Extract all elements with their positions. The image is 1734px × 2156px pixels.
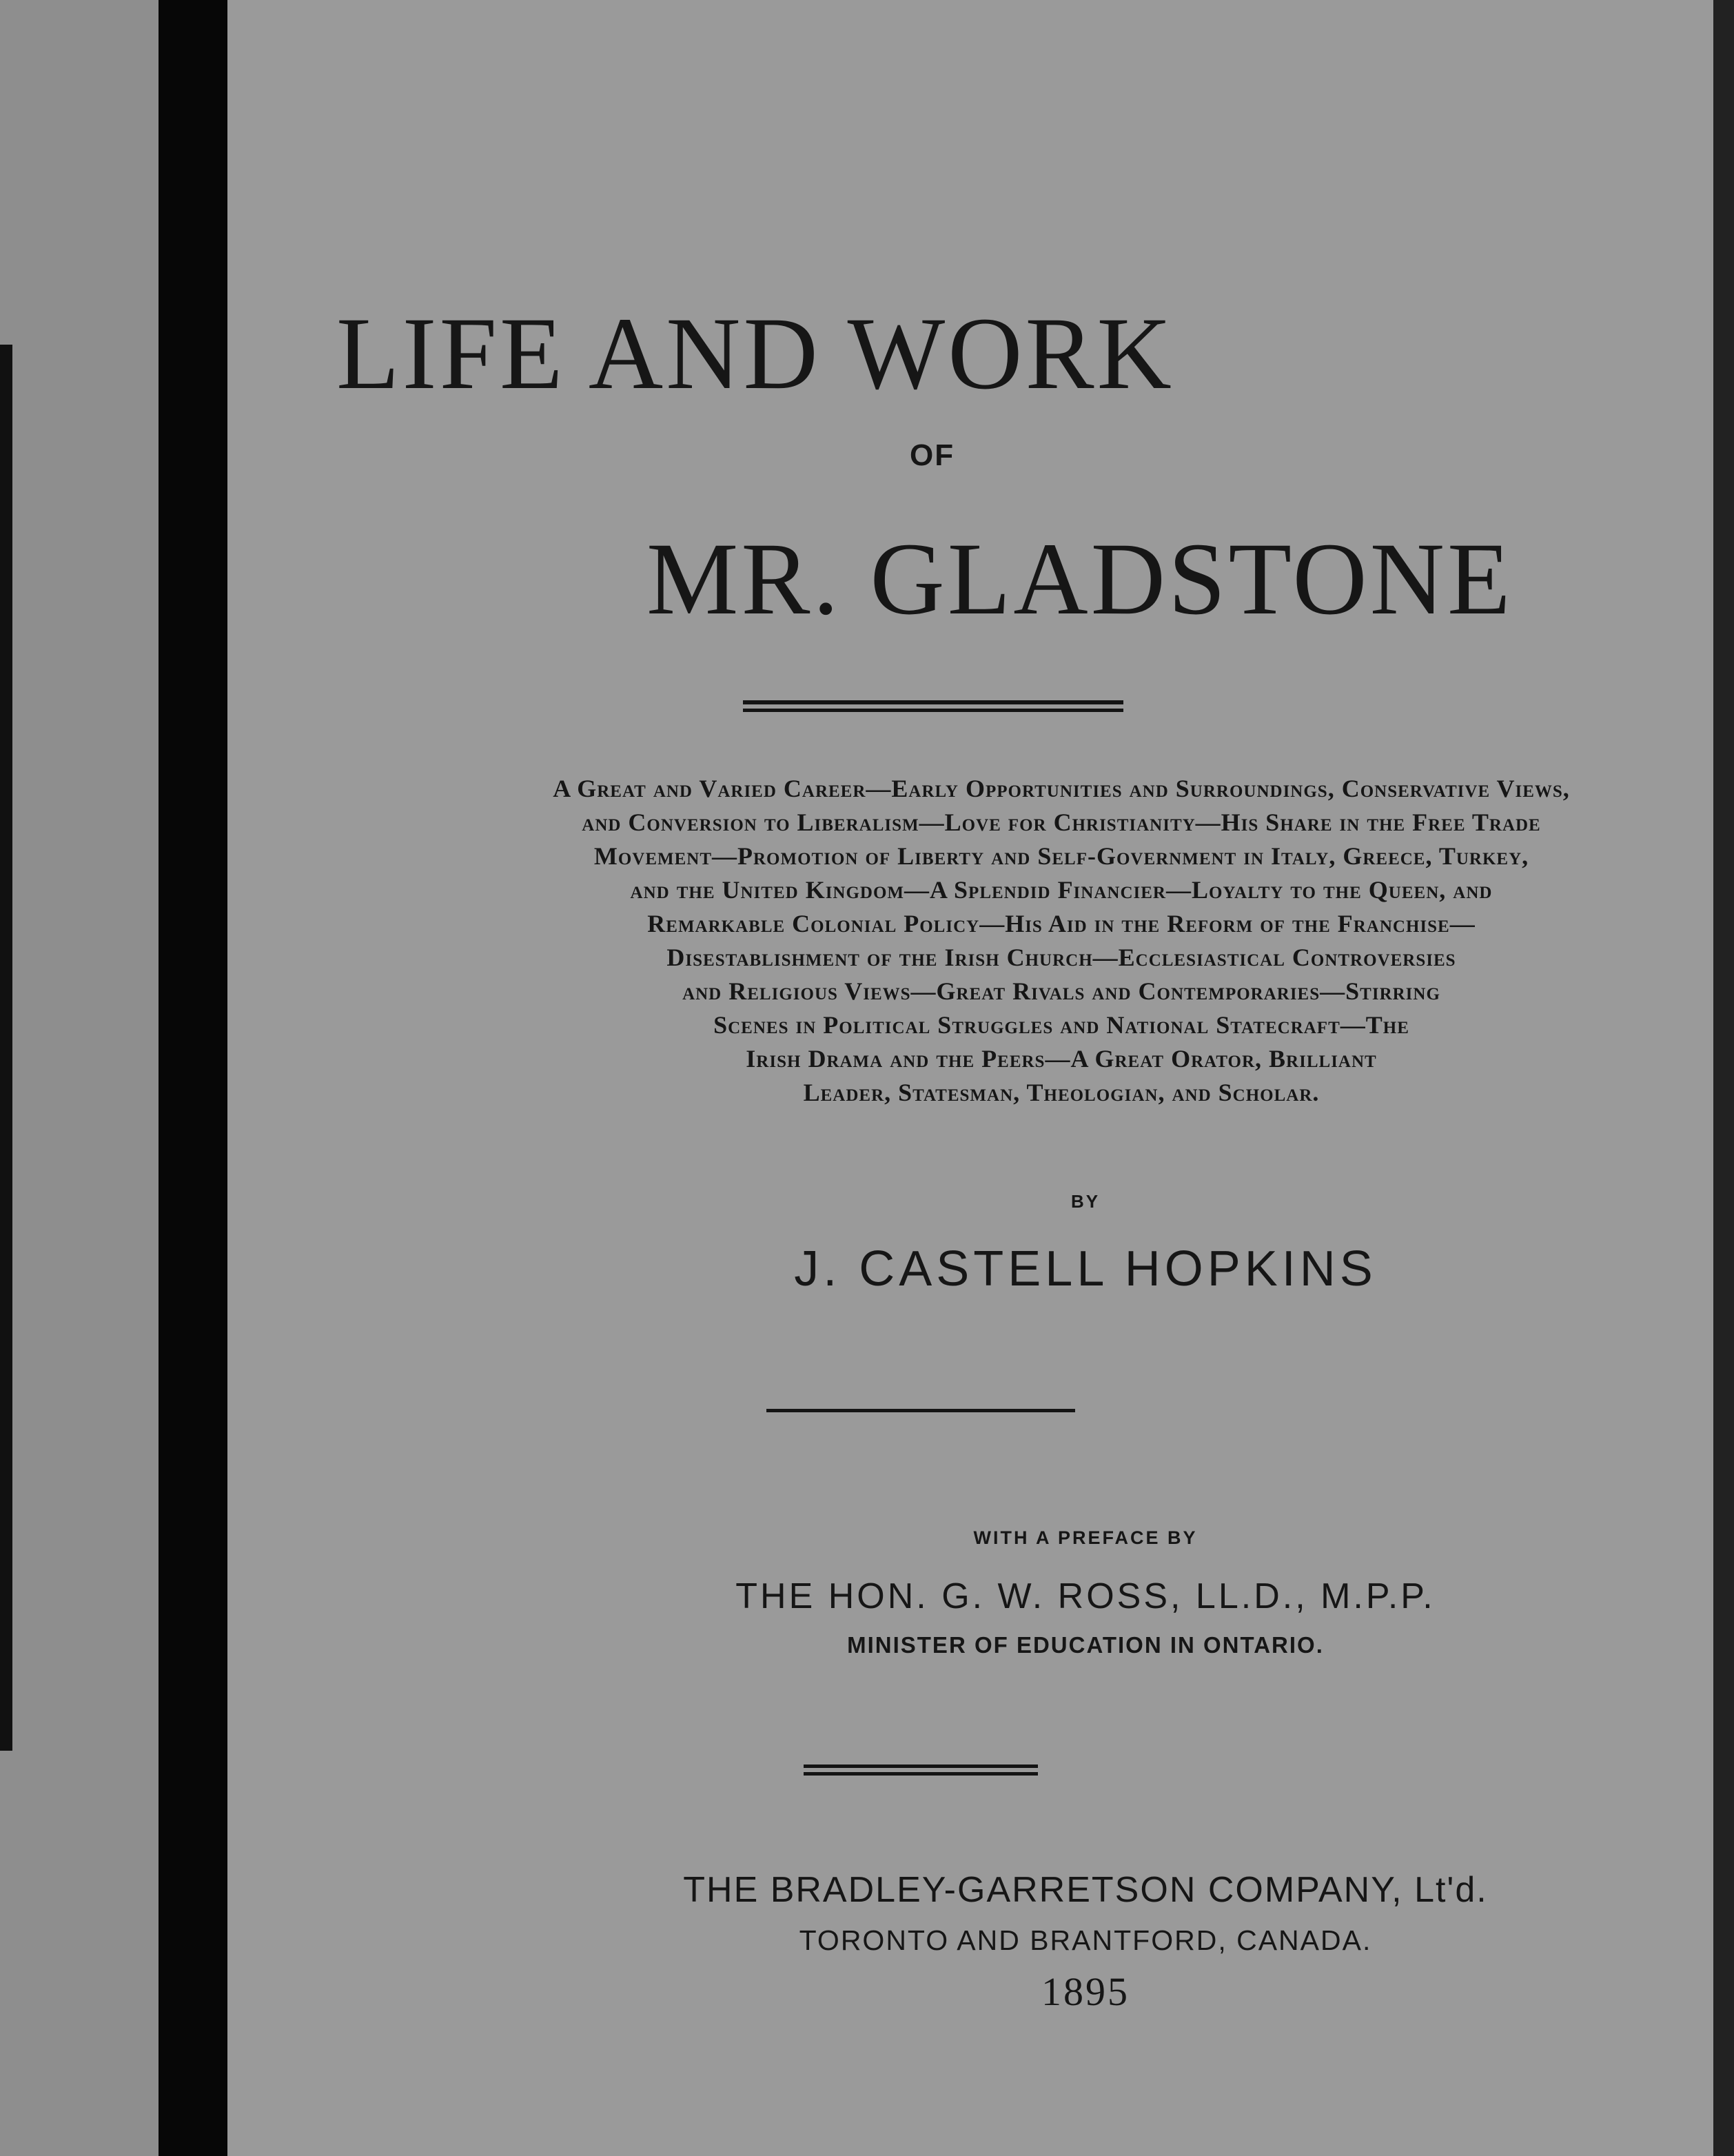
preface-author-title: MINISTER OF EDUCATION IN ONTARIO. [847, 1632, 1324, 1658]
summary-line: and Religious Views—Great Rivals and Contemporaries—Stirring [682, 977, 1440, 1005]
title-line-2: MR. GLADSTONE [646, 522, 1513, 636]
preface-label: WITH A PREFACE BY [973, 1527, 1198, 1548]
summary-line: Irish Drama and the Peers—A Great Orator, Brilliant [746, 1045, 1377, 1072]
summary-line: Leader, Statesman, Theologian, and Scholar. [803, 1079, 1320, 1106]
summary-line: Movement—Promotion of Liberty and Self-Government in Italy, Greece, Turkey, [593, 842, 1529, 870]
publication-year: 1895 [1041, 1969, 1130, 2014]
by-label: BY [1070, 1191, 1101, 1212]
preface-author: THE HON. G. W. ROSS, LL.D., M.P.P. [735, 1576, 1436, 1616]
title-page [227, 0, 1734, 2156]
facing-page-edge [0, 0, 159, 2156]
title-double-rule-top [743, 700, 1123, 704]
title-double-rule-bottom [743, 709, 1123, 712]
publisher-name: THE BRADLEY-GARRETSON COMPANY, Lt'd. [683, 1870, 1488, 1910]
author-rule [766, 1409, 1075, 1412]
summary-line: Scenes in Political Struggles and National Statecraft—The [713, 1011, 1409, 1039]
summary-line: Disestablishment of the Irish Church—Ecclesiastical Controversies [666, 944, 1456, 971]
imprint-double-rule-bottom [804, 1772, 1038, 1776]
title-of: OF [910, 438, 955, 472]
imprint-double-rule-top [804, 1765, 1038, 1768]
publisher-place: TORONTO AND BRANTFORD, CANADA. [799, 1924, 1372, 1956]
title-line-1: LIFE AND WORK [336, 296, 1174, 411]
summary-line: Remarkable Colonial Policy—His Aid in the Reform of the Franchise— [647, 910, 1476, 937]
contents-summary [386, 772, 1734, 1110]
author-name: J. CASTELL HOPKINS [794, 1241, 1377, 1296]
summary-line: and Conversion to Liberalism—Love for Christianity—His Share in the Free Trade [582, 808, 1541, 836]
summary-line: and the United Kingdom—A Splendid Financier—Loyalty to the Queen, and [630, 876, 1493, 904]
page-shadow-bar [0, 345, 12, 1751]
summary-line: A Great and Varied Career—Early Opportunities and Surroundings, Conservative Views, [553, 775, 1570, 802]
book-gutter [159, 0, 227, 2156]
